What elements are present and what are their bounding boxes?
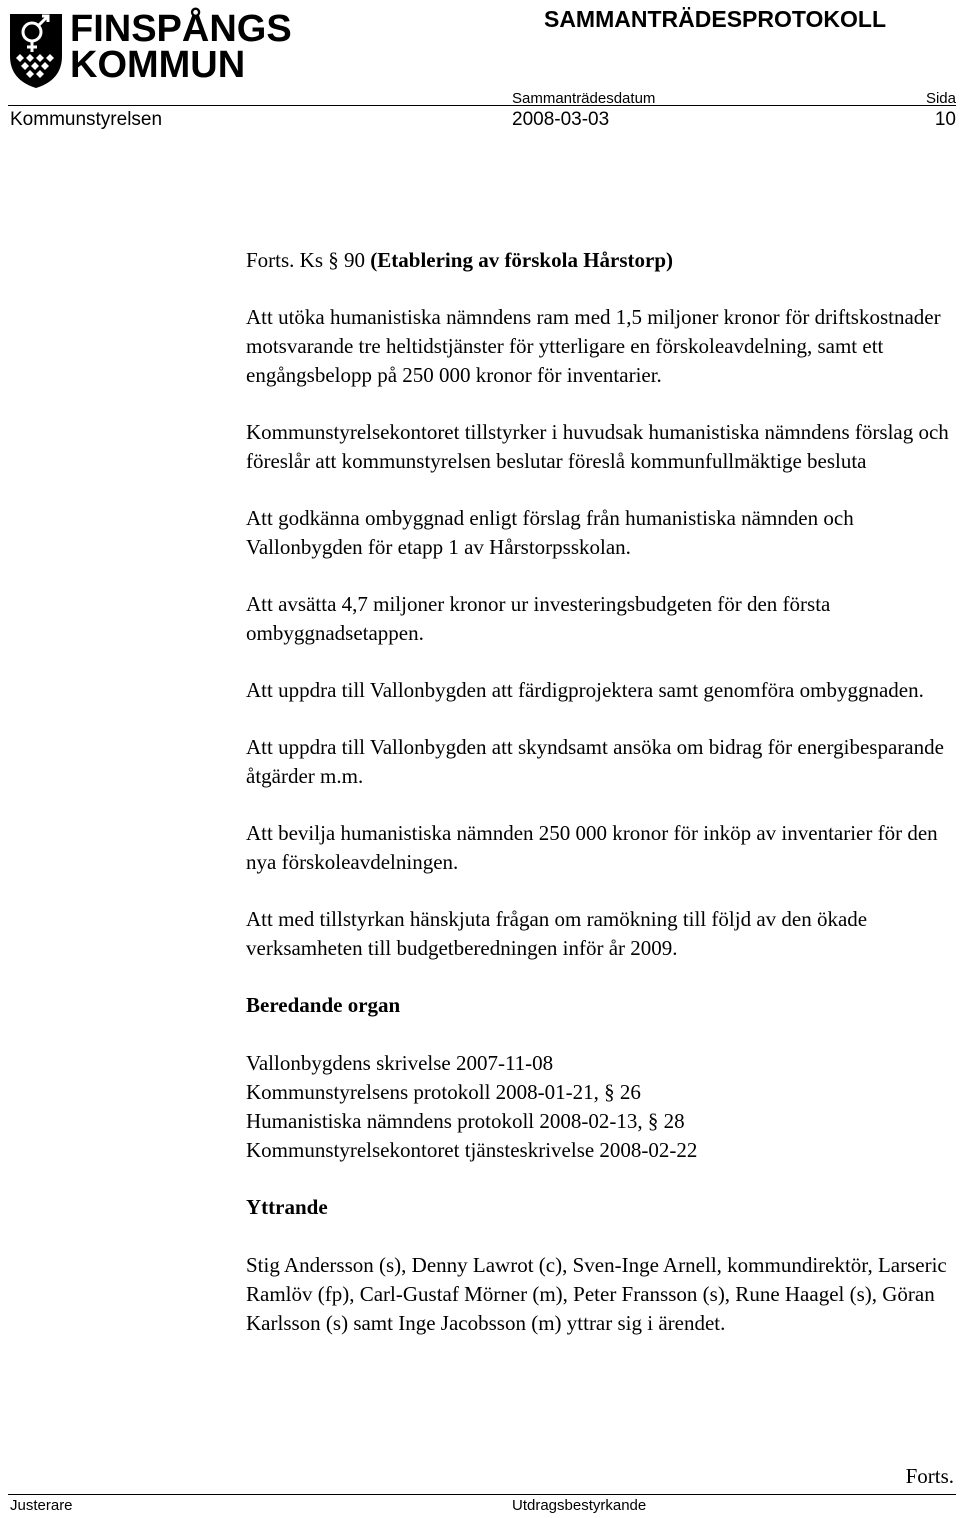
meeting-date-label: Sammanträdesdatum [512,90,656,107]
section-heading-beredande: Beredande organ [246,993,401,1017]
page-number: 10 [934,109,956,130]
reference-item: Vallonbygdens skrivelse 2007-11-08 [246,1051,554,1075]
coat-of-arms-icon [8,10,64,90]
reference-item: Humanistiska nämndens protokoll 2008-02-13, § 28 [246,1109,685,1133]
yttrande-text: Stig Andersson (s), Denny Lawrot (c), Sven-Inge Arnell, kommundirektör, Larseric Ramlöv (fp), Carl-Gustaf Mörner (m), Peter Fransson (s), Rune Haagel (s), Göran Karlsson (s) samt Inge Jacobsson (m) yttrar sig i ärendet. [246,1253,947,1335]
paragraph-6: Att uppdra till Vallonbygden att skyndsamt ansöka om bidrag för energibesparande åtgärder m.m. [246,735,944,788]
case-heading [246,246,954,275]
organization-name: Kommunstyrelsen [10,109,163,130]
reference-item: Kommunstyrelsekontoret tjänsteskrivelse 2008-02-22 [246,1138,698,1162]
case-prefix: Forts. Ks § 90 [246,248,371,272]
footer-justerare: Justerare [10,1497,73,1514]
reference-list [246,1049,954,1165]
paragraph-5: Att uppdra till Vallonbygden att färdigprojektera samt genomföra ombyggnaden. [246,678,924,702]
meeting-date: 2008-03-03 [512,109,610,130]
paragraph-2: Kommunstyrelsekontoret tillstyrker i huvudsak humanistiska nämndens förslag och föreslår att kommunstyrelsen beslutar föreslå kommunfullmäktige besluta [246,420,949,473]
paragraph-8: Att med tillstyrkan hänskjuta frågan om ramökning till följd av den ökade verksamheten till budgetberedningen inför år 2009. [246,907,868,960]
paragraph-4: Att avsätta 4,7 miljoner kronor ur investeringsbudgeten för den första ombyggnadsetappen. [246,592,831,645]
header-divider [8,105,956,106]
paragraph-7: Att bevilja humanistiska nämnden 250 000 kronor för inköp av inventarier för den nya förskoleavdelningen. [246,821,938,874]
footer-divider [8,1494,956,1495]
document-title: SAMMANTRÄDESPROTOKOLL [543,6,886,32]
continued-marker: Forts. [905,1464,954,1488]
reference-item: Kommunstyrelsens protokoll 2008-01-21, § 26 [246,1080,641,1104]
footer-utdragsbestyrkande: Utdragsbestyrkande [512,1497,647,1514]
page-label: Sida [925,90,956,107]
document-body [246,246,954,1338]
municipality-logo [8,6,308,92]
logo-text-line2: KOMMUN [70,44,246,86]
section-heading-yttrande: Yttrande [246,1195,328,1219]
paragraph-1: Att utöka humanistiska nämndens ram med 1,5 miljoner kronor för driftskostnader motsvarande tre heltidstjänster för ytterligare en förskoleavdelning, samt ett engångsbelopp på 250 000 kronor för inventarier. [246,305,941,387]
case-title: (Etablering av förskola Hårstorp) [370,248,674,272]
paragraph-3: Att godkänna ombyggnad enligt förslag från humanistiska nämnden och Vallonbygden för etapp 1 av Hårstorpsskolan. [246,506,854,559]
logo-text-line1: FINSPÅNGS [70,8,292,50]
